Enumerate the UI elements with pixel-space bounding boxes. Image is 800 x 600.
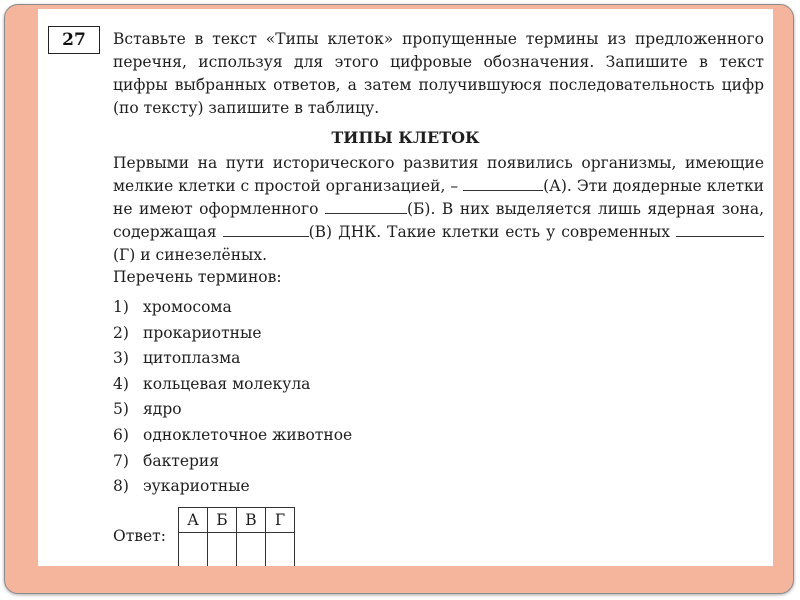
term-number: 3) (113, 349, 129, 368)
paragraph-part-3: В них выделяется лишь ядерная зона, содержащая (113, 200, 765, 241)
slide-frame (4, 4, 794, 594)
term-number: 5) (113, 400, 129, 419)
answer-cell-g[interactable] (266, 533, 295, 567)
list-item (113, 321, 352, 347)
answer-input-row (179, 533, 295, 567)
terms-list-heading: Перечень терминов: (113, 268, 282, 286)
term-text: цитоплазма (143, 349, 241, 368)
cell-types-paragraph (113, 152, 764, 267)
answer-cell-v[interactable] (237, 533, 266, 567)
answer-cell-a[interactable] (179, 533, 208, 567)
term-text: бактерия (143, 451, 220, 470)
term-number: 8) (113, 477, 129, 496)
blank-b-mark: (Б). (406, 200, 436, 218)
text-title: ТИПЫ КЛЕТОК (331, 128, 480, 147)
list-item (113, 474, 352, 500)
question-number: 27 (62, 30, 86, 50)
term-text: кольцевая молекула (143, 374, 311, 393)
term-text: ядро (143, 400, 182, 419)
term-text: одноклеточное животное (143, 425, 353, 444)
blank-g[interactable] (676, 222, 764, 237)
term-number: 4) (113, 374, 129, 393)
list-item (113, 295, 352, 321)
paragraph-part-5: и синезелёных. (135, 246, 268, 264)
term-number: 1) (113, 298, 129, 316)
answer-column-g: Г (266, 508, 295, 533)
list-item (113, 423, 352, 449)
blank-a[interactable] (463, 176, 543, 191)
list-item (113, 397, 352, 423)
answer-column-a: А (179, 508, 208, 533)
list-item (113, 346, 352, 372)
term-number: 7) (113, 451, 129, 470)
term-number: 2) (113, 323, 129, 342)
term-text: эукариотные (143, 477, 250, 496)
answer-cell-b[interactable] (208, 533, 237, 567)
term-text: хромосома (143, 298, 232, 316)
list-item (113, 449, 352, 475)
worksheet-page (38, 9, 773, 566)
paragraph-part-4: ДНК. Такие клетки есть у современных (332, 223, 676, 241)
answer-label: Ответ: (113, 527, 166, 545)
list-item (113, 372, 352, 398)
answer-header-row (179, 508, 295, 533)
blank-a-mark: (А). (543, 177, 572, 195)
term-number: 6) (113, 425, 129, 444)
blank-v[interactable] (223, 222, 309, 237)
question-number-box (48, 26, 100, 54)
answer-table (178, 507, 295, 566)
answer-column-v: В (237, 508, 266, 533)
blank-b[interactable] (325, 199, 407, 214)
question-instruction: Вставьте в текст «Типы клеток» пропущенные термины из предложенного перечня, используя для этого цифровые обозначения. Запишите в текст цифры выбранных ответов, а затем получившуюся последовательность цифр (по тексту) запишите в таблицу. (113, 30, 764, 117)
blank-v-mark: (В) (308, 223, 333, 241)
terms-list (113, 295, 352, 500)
paragraph-part-1: Первыми на пути исторического развития появились организмы, имеющие мелкие клетки с простой организацией, – (113, 154, 764, 195)
answer-column-b: Б (208, 508, 237, 533)
blank-g-mark: (Г) (113, 246, 136, 264)
term-text: прокариотные (143, 323, 262, 342)
paragraph-part-2: Эти доядерные клетки не имеют оформленного (113, 177, 764, 218)
